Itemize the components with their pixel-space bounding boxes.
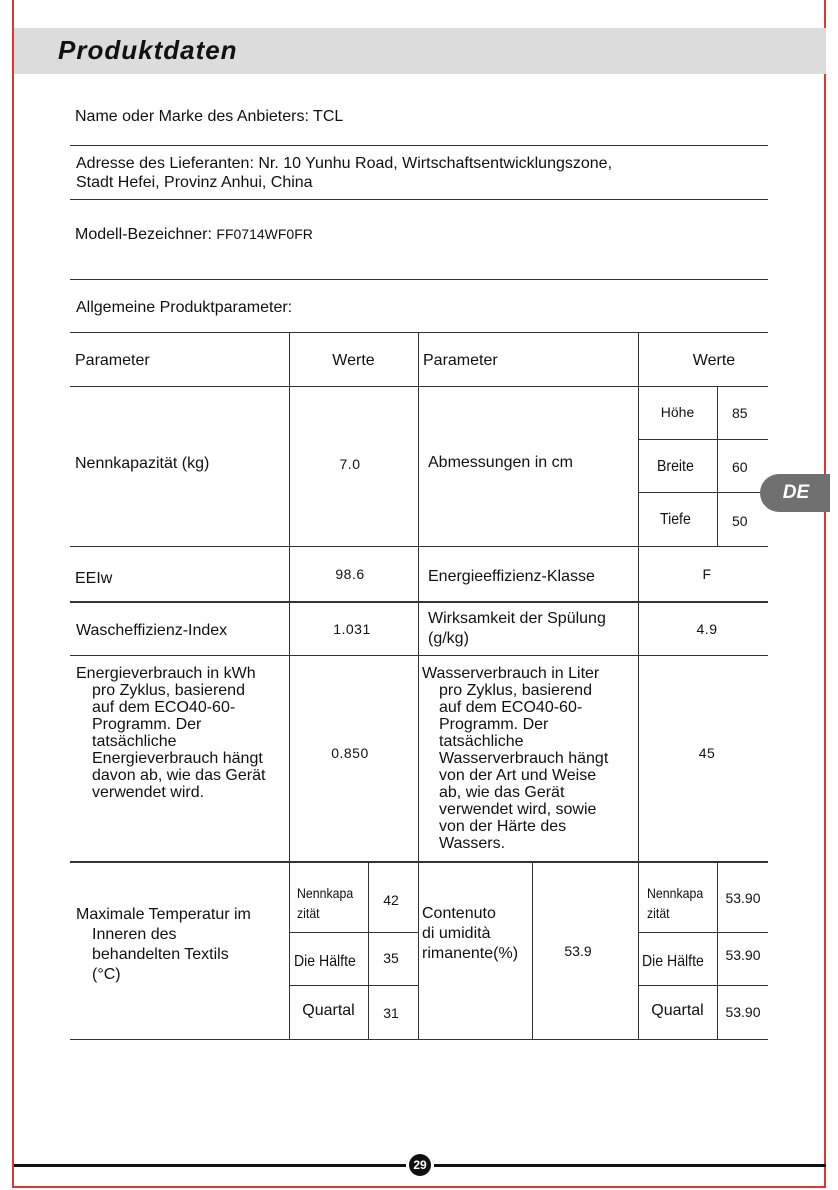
width-label: Breite	[656, 458, 694, 475]
temp-quarter-value: 31	[383, 1005, 399, 1021]
supplier-address-line1: Adresse des Lieferanten: Nr. 10 Yunhu Road, Wirtschaftsentwicklungszone,	[76, 155, 613, 172]
moist-half-value: 53.90	[725, 947, 761, 963]
moist-rated-label: Nennkapa zität	[647, 885, 704, 921]
moisture-value: 53.9	[564, 943, 592, 959]
water-consumption-value: 45	[698, 745, 716, 761]
energy-consumption-label: Energieverbrauch in kWh pro Zyklus, basierend auf dem ECO40-60- Programm. Der tatsächliche Energieverbrauch hängt davon ab, wie das Gerät verwendet wird.	[76, 665, 266, 801]
moisture-label: Contenuto di umidità rimanente(%)	[422, 905, 519, 962]
language-tab-de[interactable]: DE	[760, 474, 830, 512]
divider	[70, 145, 768, 146]
temp-half-value: 35	[383, 950, 399, 966]
model-label: Modell-Bezeichner:	[75, 226, 212, 243]
model-value: FF0714WF0FR	[216, 226, 313, 242]
capacity-value: 7.0	[339, 456, 361, 472]
max-temperature-label: Maximale Temperatur im Inneren des behandelten Textils (°C)	[76, 906, 251, 983]
moist-rated-value: 53.90	[725, 890, 761, 906]
energy-class-value: F	[702, 566, 712, 582]
width-value: 60	[732, 459, 748, 475]
section-title: Allgemeine Produktparameter:	[76, 299, 293, 316]
supplier-address-line2: Stadt Hefei, Provinz Anhui, China	[76, 174, 313, 191]
wash-index-label: Wascheffizienz-Index	[76, 622, 228, 639]
dimensions-label: Abmessungen in cm	[428, 454, 573, 471]
page-title: Produktdaten	[58, 35, 238, 65]
temp-half-label: Die Hälfte	[294, 953, 356, 970]
eeiw-label: EEIw	[75, 570, 113, 587]
temp-rated-label: Nennkapa zität	[297, 885, 354, 921]
supplier-name: Name oder Marke des Anbieters: TCL	[75, 108, 344, 125]
footer-line-right	[434, 1164, 826, 1167]
rinse-label-line2: (g/kg)	[428, 630, 469, 647]
moist-quarter-label: Quartal	[651, 1002, 704, 1019]
col-header-values-2: Werte	[692, 352, 736, 369]
depth-value: 50	[732, 513, 748, 529]
model-identifier	[75, 225, 313, 244]
depth-label: Tiefe	[660, 511, 691, 528]
height-label: Höhe	[660, 404, 695, 420]
temp-quarter-label: Quartal	[302, 1002, 355, 1019]
water-consumption-label: Wasserverbrauch in Liter pro Zyklus, basierend auf dem ECO40-60- Programm. Der tatsächliche Wasserverbrauch hängt von der Art und Weise ab, wie das Gerät verwendet wird, sowie von der Härte des Wassers.	[422, 665, 609, 852]
divider	[70, 279, 768, 280]
temp-rated-value: 42	[383, 892, 399, 908]
eeiw-value: 98.6	[335, 566, 365, 582]
wash-index-value: 1.031	[333, 621, 371, 637]
rinse-label-line1: Wirksamkeit der Spülung	[428, 610, 606, 627]
col-header-parameter: Parameter	[75, 352, 150, 369]
divider	[70, 199, 768, 200]
energy-consumption-value: 0.850	[331, 745, 369, 761]
moist-quarter-value: 53.90	[725, 1004, 761, 1020]
moist-half-label: Die Hälfte	[642, 953, 704, 970]
height-value: 85	[732, 405, 748, 421]
rinse-value: 4.9	[696, 621, 718, 637]
col-header-values: Werte	[332, 352, 375, 369]
energy-class-label: Energieeffizienz-Klasse	[428, 568, 595, 585]
capacity-label: Nennkapazität (kg)	[75, 455, 210, 472]
page-number: 29	[409, 1154, 431, 1176]
col-header-parameter-2: Parameter	[423, 352, 498, 369]
footer-line-left	[14, 1164, 406, 1167]
